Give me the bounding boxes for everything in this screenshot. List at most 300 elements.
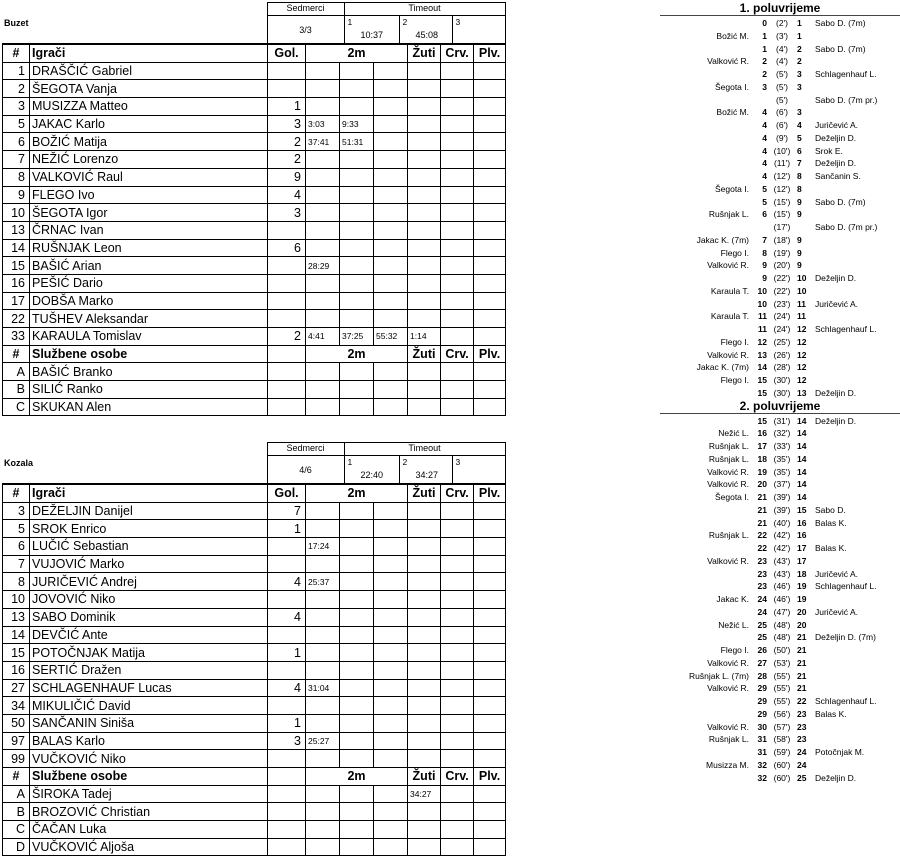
- away-score: 4: [797, 120, 802, 130]
- timeout-3: 3: [452, 16, 505, 44]
- home-score: 20: [757, 479, 767, 490]
- home-scorer: Valković R.: [707, 260, 749, 271]
- yellow-card: 34:27: [408, 785, 441, 803]
- official-letter: D: [3, 838, 30, 856]
- event-minute: (48'): [773, 619, 791, 630]
- official-name: BAŠIĆ Branko: [30, 363, 268, 381]
- official-name: SILIĆ Ranko: [30, 381, 268, 399]
- away-score: 2: [797, 43, 802, 54]
- event-row: [660, 106, 900, 119]
- home-score: 21: [757, 517, 767, 528]
- player-name: VALKOVIĆ Raul: [30, 168, 268, 186]
- player-row: [3, 555, 506, 573]
- suspension-time: [374, 714, 408, 732]
- suspension-time: [374, 310, 408, 328]
- red-card: [441, 714, 474, 732]
- home-scorer: Valković R.: [707, 683, 749, 694]
- home-score: 31: [757, 734, 767, 745]
- suspension-time: [306, 80, 340, 98]
- player-row: [3, 115, 506, 133]
- player-name: MUSIZZA Matteo: [30, 98, 268, 116]
- away-score: 8: [797, 183, 802, 194]
- player-row: [3, 591, 506, 609]
- player-name: BOŽIĆ Matija: [30, 133, 268, 151]
- red-card: [441, 538, 474, 556]
- suspension-time: [340, 363, 374, 381]
- event-minute: (6'): [775, 120, 788, 130]
- event-minute: (15'): [773, 196, 791, 207]
- official-goals: [268, 398, 306, 416]
- away-score: 3: [797, 69, 802, 79]
- home-scorer: Valković R.: [707, 349, 749, 360]
- player-row: [3, 257, 506, 275]
- home-scorer: Božić M.: [716, 107, 749, 118]
- player-goals: [268, 310, 306, 328]
- col-goals-header: [268, 768, 306, 786]
- official-goals: [268, 785, 306, 803]
- yellow-card: [408, 62, 441, 80]
- col-2min-header: 2m: [306, 485, 408, 503]
- players-header-row: [3, 45, 506, 63]
- suspension-time: [374, 221, 408, 239]
- away-score: 23: [797, 708, 807, 719]
- red-card: [441, 555, 474, 573]
- suspension-time: [340, 785, 374, 803]
- col-number-header: #: [3, 485, 30, 503]
- home-score: 26: [757, 645, 767, 655]
- home-score: 22: [757, 543, 767, 553]
- home-score: 6: [762, 209, 767, 220]
- away-score: 18: [797, 568, 807, 579]
- event-row: [660, 285, 900, 298]
- col-goals-header: [268, 345, 306, 363]
- blue-card: [474, 204, 506, 222]
- red-card: [441, 115, 474, 133]
- red-card: [441, 750, 474, 768]
- suspension-time: [374, 679, 408, 697]
- away-score: 10: [797, 285, 807, 296]
- official-goals: [268, 821, 306, 839]
- suspension-time: [340, 626, 374, 644]
- away-scorer: Juričević A.: [815, 120, 858, 130]
- col-red-header: Crv.: [441, 345, 474, 363]
- home-score: 5: [762, 196, 767, 207]
- suspension-time: [340, 714, 374, 732]
- away-score: 3: [797, 107, 802, 118]
- suspension-time: [306, 785, 340, 803]
- red-card: [441, 239, 474, 257]
- event-minute: (37'): [773, 479, 791, 490]
- suspension-time: [374, 555, 408, 573]
- home-scorer: Jakac K.: [716, 594, 749, 604]
- event-row: [660, 568, 900, 581]
- event-row: [660, 349, 900, 362]
- blue-card: [474, 608, 506, 626]
- yellow-card: [408, 80, 441, 98]
- col-number-header: #: [3, 45, 30, 63]
- event-minute: (31'): [773, 415, 791, 426]
- event-row: [660, 336, 900, 349]
- away-score: 21: [797, 657, 807, 668]
- red-card: [441, 502, 474, 520]
- blue-card: [474, 221, 506, 239]
- home-score: 18: [757, 453, 767, 464]
- away-score: 14: [797, 479, 807, 490]
- event-row: [660, 17, 900, 30]
- home-scorer: Rušnjak L.: [708, 734, 749, 745]
- player-row: [3, 274, 506, 292]
- player-row: [3, 626, 506, 644]
- player-name: JOVOVIĆ Niko: [30, 591, 268, 609]
- official-letter: B: [3, 381, 30, 399]
- away-scorer: Sabo D. (7m): [815, 43, 866, 54]
- home-score: 1: [762, 30, 767, 41]
- suspension-time: [306, 204, 340, 222]
- event-minute: (22'): [773, 273, 791, 283]
- event-row: [660, 43, 900, 56]
- suspension-time: [340, 151, 374, 169]
- suspension-time: [306, 821, 340, 839]
- col-blue-header: Plv.: [474, 345, 506, 363]
- suspension-time: [306, 98, 340, 116]
- yellow-card: [408, 732, 441, 750]
- event-row: [660, 30, 900, 43]
- away-scorer: Balas K.: [815, 517, 847, 528]
- red-card: [441, 186, 474, 204]
- player-name: BAŠIĆ Arian: [30, 257, 268, 275]
- yellow-card: [408, 714, 441, 732]
- event-minute: (5'): [775, 94, 788, 105]
- player-row: [3, 520, 506, 538]
- blue-card: [474, 133, 506, 151]
- player-name: FLEGO Ivo: [30, 186, 268, 204]
- blue-card: [474, 732, 506, 750]
- suspension-time: [306, 608, 340, 626]
- official-letter: C: [3, 821, 30, 839]
- home-score: 21: [757, 492, 767, 502]
- suspension-time: [374, 803, 408, 821]
- player-goals: 1: [268, 714, 306, 732]
- suspension-time: [374, 608, 408, 626]
- yellow-card: [408, 239, 441, 257]
- player-number: 15: [3, 257, 30, 275]
- player-name: JURIČEVIĆ Andrej: [30, 573, 268, 591]
- col-yellow-header: Žuti: [408, 45, 441, 63]
- event-minute: (60'): [773, 772, 791, 783]
- event-row: [660, 619, 900, 632]
- player-goals: [268, 80, 306, 98]
- home-scorer: Jakac K. (7m): [696, 362, 749, 373]
- event-row: [660, 427, 900, 440]
- player-name: DEŽELJIN Danijel: [30, 502, 268, 520]
- red-card: [441, 98, 474, 116]
- yellow-card: [408, 555, 441, 573]
- suspension-time: [374, 363, 408, 381]
- player-goals: [268, 292, 306, 310]
- player-row: [3, 661, 506, 679]
- home-score: 4: [762, 120, 767, 130]
- away-score: 6: [797, 145, 802, 156]
- col-yellow-header: Žuti: [408, 768, 441, 786]
- away-score: 14: [797, 428, 807, 439]
- event-row: [660, 132, 900, 145]
- home-score: 28: [757, 670, 767, 681]
- away-score: 12: [797, 324, 807, 334]
- home-score: 32: [757, 772, 767, 783]
- player-number: 10: [3, 204, 30, 222]
- suspension-time: [374, 573, 408, 591]
- blue-card: [474, 98, 506, 116]
- away-score: 16: [797, 517, 807, 528]
- official-name: ŠIROKA Tadej: [30, 785, 268, 803]
- away-score: 24: [797, 759, 807, 770]
- away-score: 14: [797, 415, 807, 426]
- blue-card: [474, 292, 506, 310]
- suspension-time: 55:32: [374, 328, 408, 346]
- player-goals: [268, 661, 306, 679]
- suspension-time: [374, 133, 408, 151]
- away-score: 17: [797, 543, 807, 553]
- home-score: 23: [757, 581, 767, 592]
- player-name: DRAŠČIĆ Gabriel: [30, 62, 268, 80]
- official-letter: A: [3, 785, 30, 803]
- event-row: [660, 708, 900, 721]
- suspension-time: [340, 803, 374, 821]
- event-minute: (58'): [773, 734, 791, 745]
- home-score: 25: [757, 619, 767, 630]
- event-minute: (5'): [775, 69, 788, 79]
- away-score: 11: [797, 298, 806, 309]
- timeout-2: 2 45:08: [399, 16, 452, 44]
- away-score: 10: [797, 273, 807, 283]
- event-row: [660, 682, 900, 695]
- away-scorer: Sabo D. (7m): [815, 196, 866, 207]
- event-minute: (20'): [773, 260, 791, 271]
- yellow-card: [408, 591, 441, 609]
- player-goals: 2: [268, 328, 306, 346]
- col-number-header: #: [3, 768, 30, 786]
- yellow-card: [408, 274, 441, 292]
- away-score: 22: [797, 696, 807, 706]
- player-name: PEŠIĆ Dario: [30, 274, 268, 292]
- red-card: [441, 292, 474, 310]
- blue-card: [474, 151, 506, 169]
- yellow-card: 1:14: [408, 328, 441, 346]
- suspension-time: [374, 821, 408, 839]
- player-name: TUŠHEV Aleksandar: [30, 310, 268, 328]
- suspension-time: [306, 750, 340, 768]
- player-number: 9: [3, 186, 30, 204]
- player-number: 7: [3, 555, 30, 573]
- blue-card: [474, 62, 506, 80]
- red-card: [441, 520, 474, 538]
- player-row: [3, 221, 506, 239]
- event-row: [660, 466, 900, 479]
- suspension-time: [306, 274, 340, 292]
- away-scorer: Juričević A.: [815, 298, 858, 309]
- away-score: 9: [797, 260, 802, 271]
- event-minute: (5'): [775, 81, 788, 92]
- event-row: [660, 759, 900, 772]
- suspension-time: [374, 785, 408, 803]
- home-scorer: Valković R.: [707, 56, 749, 67]
- player-row: [3, 168, 506, 186]
- player-row: [3, 133, 506, 151]
- suspension-time: [306, 310, 340, 328]
- event-row: [660, 593, 900, 606]
- red-card: [441, 626, 474, 644]
- suspension-time: 37:25: [340, 328, 374, 346]
- home-score: 9: [762, 273, 767, 283]
- yellow-card: [408, 697, 441, 715]
- event-row: [660, 504, 900, 517]
- player-name: DEVČIĆ Ante: [30, 626, 268, 644]
- event-minute: (24'): [773, 311, 791, 322]
- event-minute: (12'): [773, 171, 791, 181]
- home-scorer: Šegota I.: [714, 81, 749, 92]
- yellow-card: [408, 292, 441, 310]
- official-goals: [268, 838, 306, 856]
- suspension-time: [306, 714, 340, 732]
- player-goals: 2: [268, 133, 306, 151]
- suspension-time: [340, 292, 374, 310]
- suspension-time: [306, 151, 340, 169]
- suspension-time: [306, 555, 340, 573]
- suspension-time: [374, 204, 408, 222]
- blue-card: [474, 714, 506, 732]
- home-scorer: Flego I.: [720, 336, 749, 347]
- event-row: [660, 387, 900, 400]
- event-row: [660, 478, 900, 491]
- event-minute: (15'): [773, 209, 791, 220]
- event-minute: (39'): [773, 492, 791, 502]
- suspension-time: 3:03: [306, 115, 340, 133]
- suspension-time: [340, 98, 374, 116]
- blue-card: [474, 679, 506, 697]
- away-scorer: Schlagenhauf L.: [815, 581, 877, 592]
- event-row: [660, 721, 900, 734]
- suspension-time: [306, 168, 340, 186]
- home-score: 12: [757, 336, 767, 347]
- suspension-time: [306, 381, 340, 399]
- suspension-time: [306, 186, 340, 204]
- away-score: 21: [797, 645, 807, 655]
- home-scorer: Flego I.: [720, 247, 749, 258]
- home-scorer: Rušnjak L.: [708, 453, 749, 464]
- sedmerci-value: 4/6: [267, 456, 344, 484]
- suspension-time: [374, 398, 408, 416]
- event-row: [660, 453, 900, 466]
- away-score: 25: [797, 772, 807, 783]
- event-minute: (55'): [773, 670, 791, 681]
- player-goals: [268, 591, 306, 609]
- red-card: [441, 168, 474, 186]
- away-scorer: Deželjin D.: [815, 415, 857, 426]
- suspension-time: [340, 750, 374, 768]
- player-number: 14: [3, 626, 30, 644]
- player-number: 97: [3, 732, 30, 750]
- away-score: 14: [797, 466, 807, 477]
- player-row: [3, 732, 506, 750]
- away-score: 3: [797, 81, 802, 92]
- home-team-section: [2, 2, 505, 416]
- home-score: 2: [762, 69, 767, 79]
- blue-card: [474, 80, 506, 98]
- suspension-time: [306, 803, 340, 821]
- event-minute: (18'): [773, 234, 791, 245]
- player-row: [3, 151, 506, 169]
- suspension-time: [374, 661, 408, 679]
- red-card: [441, 398, 474, 416]
- col-blue-header: Plv.: [474, 45, 506, 63]
- suspension-time: 25:27: [306, 732, 340, 750]
- suspension-time: [306, 697, 340, 715]
- red-card: [441, 80, 474, 98]
- suspension-time: [340, 661, 374, 679]
- first-half-title: 1. poluvrijeme: [739, 1, 821, 15]
- official-row: [3, 838, 506, 856]
- player-goals: [268, 750, 306, 768]
- away-scorer: Deželjin D.: [815, 132, 857, 143]
- player-name: ŠEGOTA Vanja: [30, 80, 268, 98]
- home-scorer: Valković R.: [707, 721, 749, 732]
- blue-card: [474, 398, 506, 416]
- player-goals: 1: [268, 644, 306, 662]
- red-card: [441, 221, 474, 239]
- event-minute: (17'): [773, 222, 791, 232]
- suspension-time: [306, 838, 340, 856]
- event-row: [660, 183, 900, 196]
- player-goals: 9: [268, 168, 306, 186]
- col-red-header: Crv.: [441, 45, 474, 63]
- home-score: 11: [758, 311, 767, 322]
- away-scorer: Sabo D. (7m): [815, 18, 866, 28]
- official-goals: [268, 381, 306, 399]
- player-name: RUŠNJAK Leon: [30, 239, 268, 257]
- home-score: 31: [757, 747, 767, 757]
- suspension-time: 37:41: [306, 133, 340, 151]
- event-minute: (23'): [773, 298, 791, 309]
- away-score: 7: [797, 158, 802, 169]
- play-by-play: [660, 2, 900, 784]
- official-row: [3, 821, 506, 839]
- event-row: [660, 259, 900, 272]
- event-minute: (9'): [775, 132, 788, 143]
- yellow-card: [408, 133, 441, 151]
- away-score: 12: [797, 336, 807, 347]
- player-row: [3, 750, 506, 768]
- col-number-header: #: [3, 345, 30, 363]
- event-minute: (10'): [773, 145, 791, 156]
- suspension-time: 31:04: [306, 679, 340, 697]
- player-name: BALAS Karlo: [30, 732, 268, 750]
- col-2min-header: 2m: [306, 768, 408, 786]
- home-scorer: Nežić L.: [718, 619, 749, 630]
- yellow-card: [408, 520, 441, 538]
- player-goals: [268, 538, 306, 556]
- event-row: [660, 555, 900, 568]
- home-score: 25: [757, 632, 767, 643]
- player-number: 16: [3, 274, 30, 292]
- event-row: [660, 733, 900, 746]
- home-score: 24: [757, 606, 767, 617]
- yellow-card: [408, 186, 441, 204]
- red-card: [441, 62, 474, 80]
- player-row: [3, 679, 506, 697]
- yellow-card: [408, 821, 441, 839]
- player-number: 34: [3, 697, 30, 715]
- suspension-time: [306, 644, 340, 662]
